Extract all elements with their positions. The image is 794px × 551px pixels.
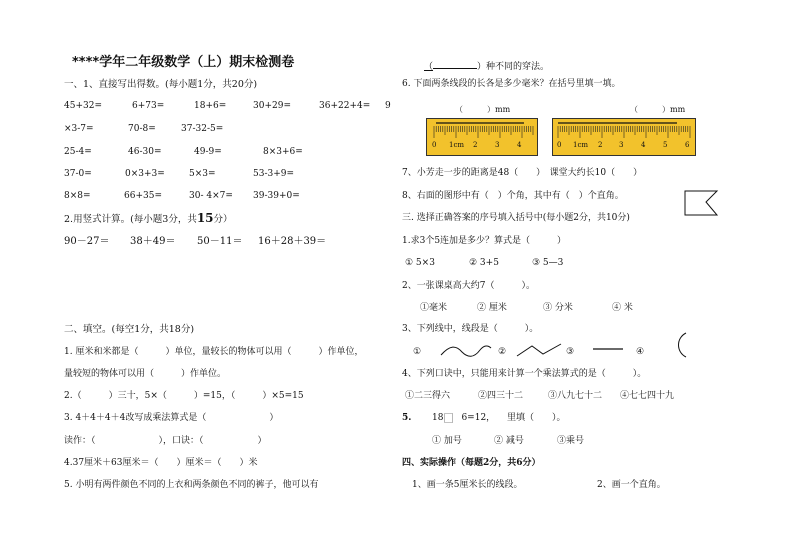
choice-q1-option: ① 5×3 [405,258,435,268]
ruler1-tick-label: 4 [517,141,522,149]
calc-item: 18+6= [194,101,227,111]
ruler2-tick-label: 4 [641,141,646,149]
calc-item: 9 [385,101,391,111]
segment-figure [592,345,624,353]
ruler2-tick-label: 2 [598,141,603,149]
page-title: ****学年二年级数学（上）期末检测卷 [72,55,295,70]
calc-item: 37-0= [64,169,92,179]
calc-item: 25-4= [64,147,92,157]
ruler2-tick-label: 5 [663,141,668,149]
ruler2-answer-blank: （ ）mm [630,105,686,114]
choice-q4-option: ④七七四十九 [620,391,675,401]
calc-item: ×3-7= [64,124,94,134]
choice-q5-option: ② 减号 [494,436,524,446]
choice-q4-option: ③八九七十二 [548,391,603,401]
vertical-calc-item: 90－27＝ [64,236,110,247]
calc-item: 5×3= [189,169,216,179]
calc-item: 46-30= [128,147,162,157]
ruler1-tick-label: 0 [432,141,437,149]
ruler2-tick-label: 1cm [573,141,589,149]
ruler1-tick-label: 3 [495,141,500,149]
choice-q2-option: ② 厘米 [477,303,507,313]
choice-q2-option: ④ 米 [612,303,633,313]
calc-item: 53-3+9= [253,169,295,179]
zigzag-line-figure [516,342,562,358]
choice-q3-option: ④ [636,347,645,357]
choice-q5-option: ③乘号 [557,436,585,446]
angle-figure [684,190,718,216]
calc-item: 37-32-5= [181,124,224,134]
ruler1-tick-label: 2 [473,141,478,149]
section-practice-heading: 四、实际操作（每题2分，共6分） [402,458,541,468]
practice-q2: 2、画一个直角。 [597,480,666,490]
calc-item: 8×3+6= [263,147,303,157]
section2-heading: 2.用竖式计算。(每小题3分，共15分） [64,211,233,225]
choice-q5-option: ① 加号 [432,436,462,446]
section-fill-heading: 二、填空。(每空1分，共18分) [64,324,195,335]
choice-q1: 1.求3个5连加是多少？算式是（ ） [402,236,567,246]
ruler2-tick-label: 3 [619,141,624,149]
practice-q1: 1、画一条5厘米长的线段。 [412,480,523,490]
calc-item: 30+29= [253,101,291,111]
fill-q3: 3. 4＋4＋4＋4改写成乘法算式是（ ） [64,413,279,423]
choice-q2: 2、一张课桌高大约7（ ）。 [402,281,535,291]
calc-item: 0×3+3= [125,169,165,179]
choice-q2-option: ③ 分米 [543,303,573,313]
choice-q1-option: ② 3+5 [469,258,499,268]
choice-q4-option: ①二三得六 [405,391,451,401]
choice-q2-option: ①毫米 [420,303,448,313]
choice-q3-option: ② [498,347,507,357]
choice-q3-option: ③ [566,347,575,357]
choice-q5-number: 5. [402,413,412,423]
vertical-calc-item: 38＋49＝ [130,236,176,247]
choice-q3-option: ① [413,347,422,357]
arc-figure [674,332,688,358]
ruler2-tick-label: 6 [685,141,690,149]
vertical-calc-item: 16＋28＋39＝ [258,236,327,247]
ruler1-tick-label: 1cm [449,141,465,149]
calc-item: 66+35= [124,191,162,201]
vertical-calc-item: 50－11＝ [197,236,243,247]
q7: 7、小芳走一步的距离是48（ ） 课堂大约长10（ ） [402,168,643,178]
curve-line-figure [440,343,492,359]
choice-q5-fill: 里填（ ）。 [507,413,566,423]
calc-item: 39-39+0= [253,191,300,201]
q5-continuation: （ ）种不同的穿法。 [424,59,549,73]
choice-q3: 3、下列线中，线段是（ ）。 [402,324,539,334]
fill-q1: 1. 厘米和米都是（ ）单位，量较长的物体可以用（ ）作单位， [64,347,364,357]
choice-q4: 4、下列口诀中，只能用来计算一个乘法算式的是（ ）。 [402,369,647,379]
q6: 6. 下面两条线段的长各是多少毫米？在括号里填一填。 [402,79,621,89]
section1-heading: 一、1、直接写出得数。(每小题1分，共20分) [64,79,258,90]
choice-q4-option: ②四三十二 [478,391,524,401]
calc-item: 45+32= [64,101,102,111]
ruler2-tick-label: 0 [557,141,562,149]
calc-item: 36+22+4= [319,101,371,111]
choice-q1-option: ③ 5—3 [532,258,564,268]
calc-item: 30- 4×7= [189,191,233,201]
calc-item: 70-8= [128,124,156,134]
calc-item: 8×8= [64,191,91,201]
fill-q2: 2.（ ）三十，5×（ ）=15，（ ）×5=15 [64,391,304,401]
calc-item: 6+73= [132,101,165,111]
q8: 8、右面的图形中有（ ）个角，其中有（ ）个直角。 [402,191,624,201]
ruler1-answer-blank: （ ）mm [455,105,511,114]
blank-box [444,413,453,423]
section-choice-heading: 三. 选择正确答案的序号填入括号中(每小题2分，共10分) [402,213,630,223]
fill-q5: 5. 小明有两件颜色不同的上衣和两条颜色不同的裤子，他可以有 [64,480,319,490]
fill-q3-read: 读作：（ ），口诀：（ ） [64,436,267,446]
calc-item: 49-9= [194,147,222,157]
fill-q4: 4.37厘米＋63厘米＝（ ）厘米＝（ ）米 [64,458,258,468]
fill-q1-cont: 量较短的物体可以用（ ）作单位。 [64,369,227,379]
choice-q5-equation: 18 6=12， [432,413,496,423]
